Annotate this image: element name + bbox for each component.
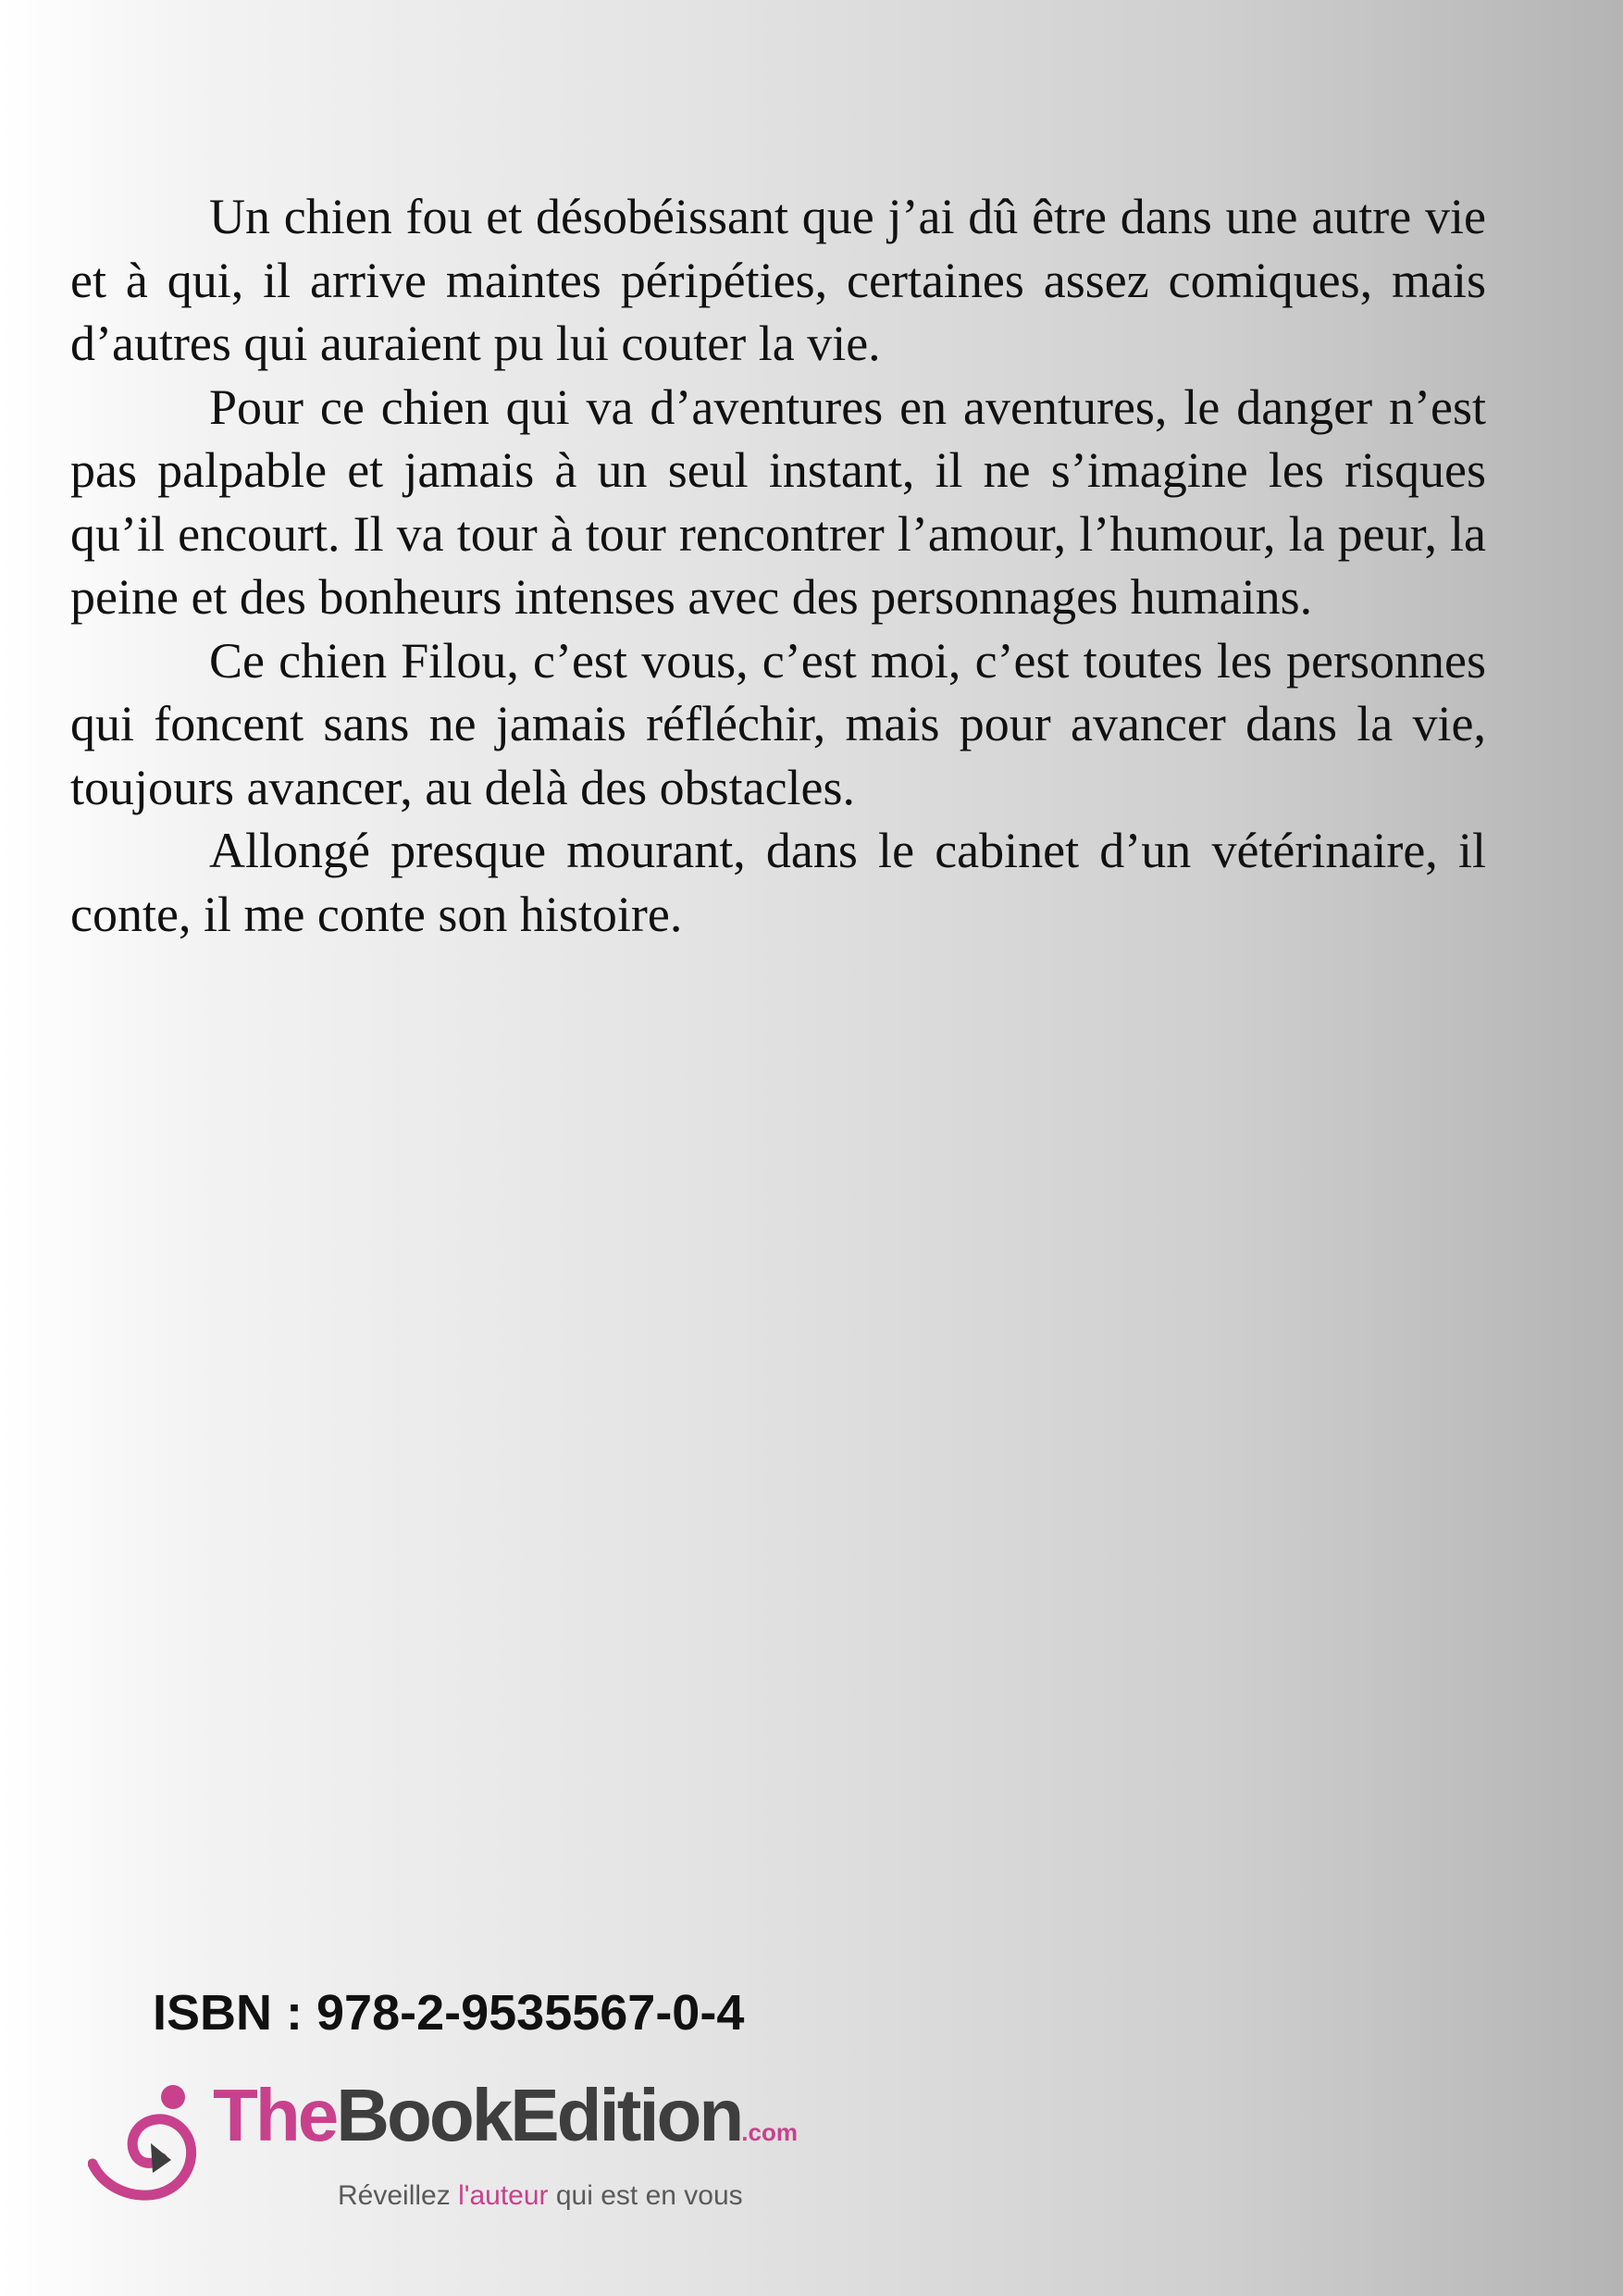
tagline-end: qui est en vous (548, 2180, 743, 2211)
wordmark-edition: Edition (510, 2074, 742, 2156)
paragraph-1: Un chien fou et désobéissant que j’ai dû être dans une autre vie et à qui, il arrive maintes péripéties, certaines assez comiques, mais d’autres qui auraient pu lui couter la vie. (70, 189, 1486, 371)
wordmark-book: Book (336, 2074, 511, 2156)
publisher-wordmark (213, 2074, 798, 2156)
paragraph-4: Allongé presque mourant, dans le cabinet d’un vétérinaire, il conte, il me conte son histoire. (70, 823, 1486, 942)
paragraph-2: Pour ce chien qui va d’aventures en aventures, le danger n’est pas palpable et jamais à un seul instant, il ne s’imagine les risques qu’il encourt. Il va tour à tour rencontrer l’amour, l’humour, la peur, la peine et des bonheurs intenses avec des personnages humains. (70, 379, 1486, 625)
tagline-accent: l'auteur (458, 2180, 549, 2211)
wordmark-dotcom: .com (741, 2118, 798, 2146)
publisher-tagline (338, 2180, 743, 2212)
isbn-number: ISBN : 978-2-9535567-0-4 (153, 1985, 745, 2041)
person-swirl-icon (88, 2079, 217, 2203)
back-cover-text (70, 185, 1486, 946)
wordmark-the: The (213, 2074, 337, 2156)
tagline-start: Réveillez (338, 2180, 459, 2211)
publisher-logo (88, 2074, 828, 2217)
paragraph-3: Ce chien Filou, c’est vous, c’est moi, c’est toutes les personnes qui foncent sans ne jamais réfléchir, mais pour avancer dans la vie, toujours avancer, au delà des obstacles. (70, 632, 1486, 815)
